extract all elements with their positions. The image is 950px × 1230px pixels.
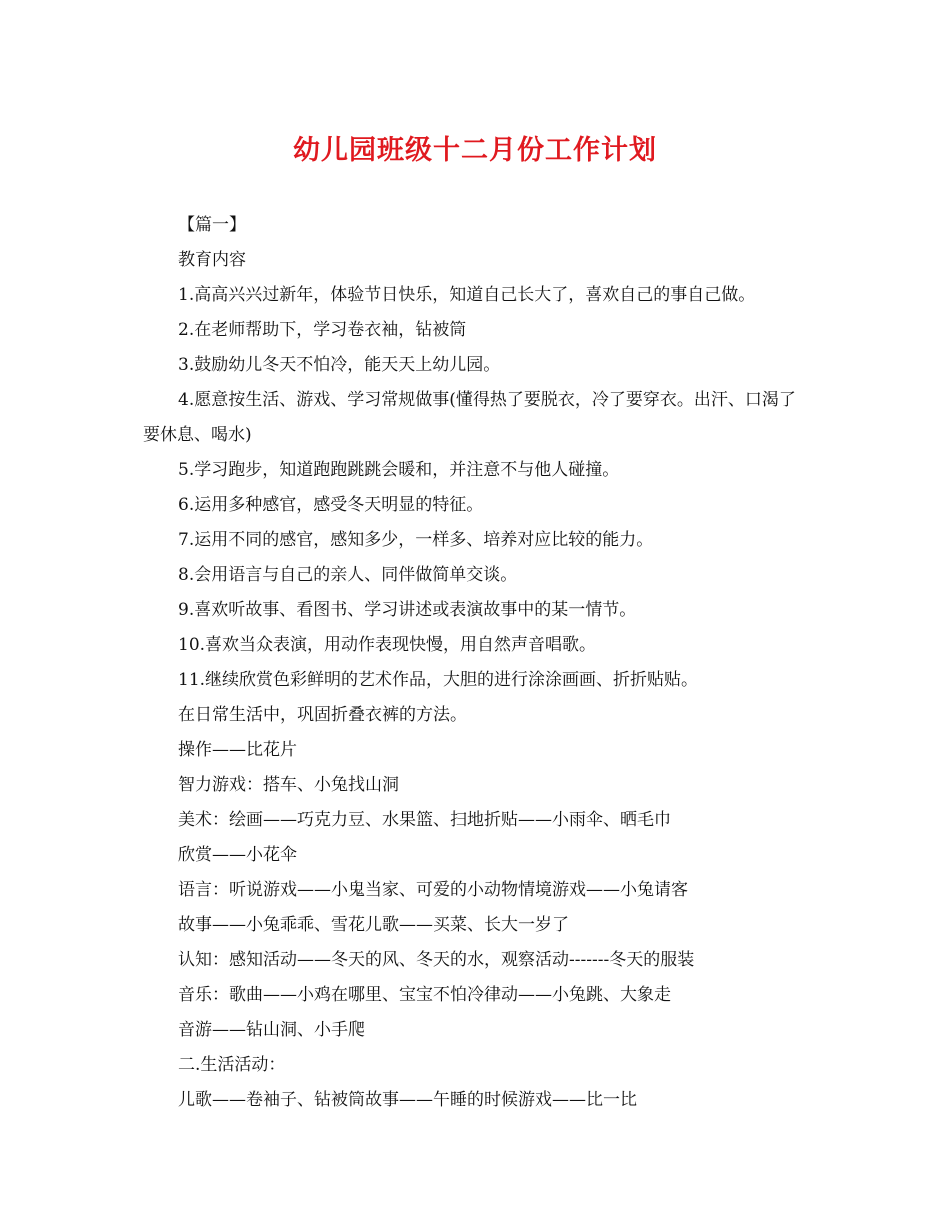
paragraph: 5.学习跑步，知道跑跑跳跳会暖和，并注意不与他人碰撞。 [178, 460, 620, 480]
document-body [143, 208, 803, 1118]
paragraph: 认知：感知活动——冬天的风、冬天的水，观察活动-------冬天的服装 [178, 950, 695, 970]
document-title: 幼儿园班级十二月份工作计划 [293, 135, 657, 166]
paragraph: 9.喜欢听故事、看图书、学习讲述或表演故事中的某一情节。 [178, 600, 637, 620]
paragraph: 儿歌——卷袖子、钻被筒故事——午睡的时候游戏——比一比 [178, 1090, 637, 1110]
paragraph: 2.在老师帮助下，学习卷衣袖，钻被筒 [178, 320, 467, 340]
paragraph: 教育内容 [178, 250, 246, 270]
paragraph: 8.会用语言与自己的亲人、同伴做简单交谈。 [178, 565, 518, 585]
paragraph: 10.喜欢当众表演，用动作表现快慢，用自然声音唱歌。 [178, 635, 597, 655]
paragraph: 4.愿意按生活、游戏、学习常规做事(懂得热了要脱衣，冷了要穿衣。出汗、口渴了要休息、喝水) [143, 390, 796, 445]
paragraph: 操作——比花片 [178, 740, 297, 760]
paragraph: 美术：绘画——巧克力豆、水果篮、扫地折贴——小雨伞、晒毛巾 [178, 810, 671, 830]
paragraph: 欣赏——小花伞 [178, 845, 297, 865]
paragraph: 在日常生活中，巩固折叠衣裤的方法。 [178, 705, 467, 725]
paragraph: 音游——钻山洞、小手爬 [178, 1020, 365, 1040]
paragraph: 语言：听说游戏——小鬼当家、可爱的小动物情境游戏——小兔请客 [178, 880, 688, 900]
paragraph: 音乐：歌曲——小鸡在哪里、宝宝不怕冷律动——小兔跳、大象走 [178, 985, 671, 1005]
paragraph: 3.鼓励幼儿冬天不怕冷，能天天上幼儿园。 [178, 355, 501, 375]
section-heading: 【篇一】 [178, 215, 246, 235]
paragraph: 1.高高兴兴过新年，体验节日快乐，知道自己长大了，喜欢自己的事自己做。 [178, 285, 756, 305]
paragraph: 故事——小兔乖乖、雪花儿歌——买菜、长大一岁了 [178, 915, 569, 935]
paragraph: 智力游戏：搭车、小兔找山洞 [178, 775, 399, 795]
paragraph: 7.运用不同的感官，感知多少，一样多、培养对应比较的能力。 [178, 530, 654, 550]
paragraph: 11.继续欣赏色彩鲜明的艺术作品，大胆的进行涂涂画画、折折贴贴。 [178, 670, 699, 690]
paragraph: 二.生活活动： [178, 1055, 286, 1075]
paragraph: 6.运用多种感官，感受冬天明显的特征。 [178, 495, 484, 515]
